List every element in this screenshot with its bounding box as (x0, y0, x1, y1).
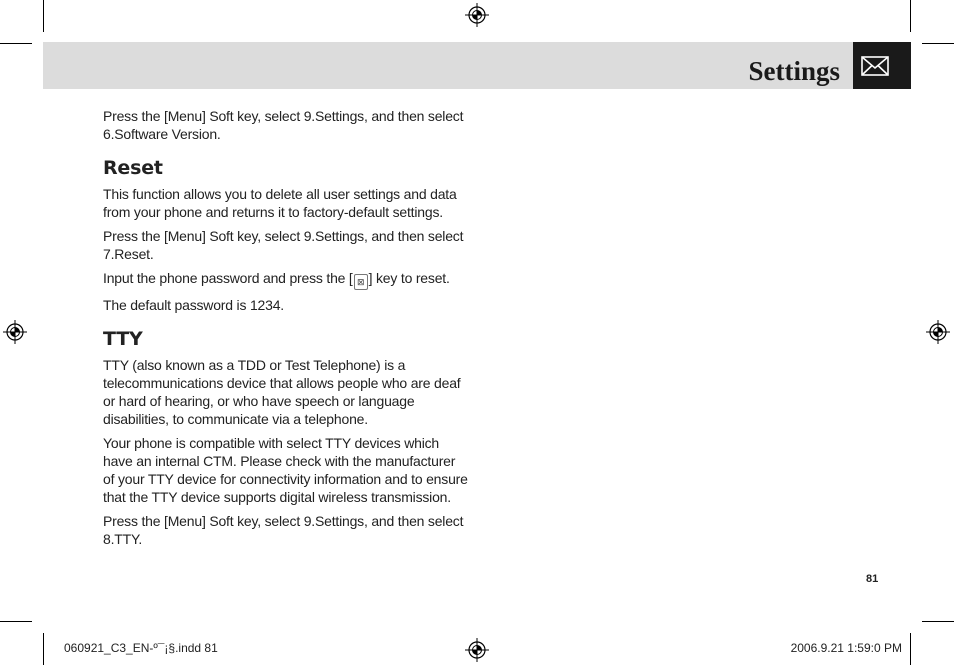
envelope-icon (853, 42, 911, 89)
crop-mark (43, 633, 44, 665)
reset-password-text-start: Input the phone password and press the [ (103, 270, 353, 286)
reset-heading: Reset (103, 157, 163, 179)
crop-mark (0, 621, 32, 622)
tty-instruction: Press the [Menu] Soft key, select 9.Settings, and then select 8.TTY. (103, 513, 464, 547)
reset-instruction: Press the [Menu] Soft key, select 9.Settings, and then select 7.Reset. (103, 228, 464, 262)
crop-mark (922, 43, 954, 44)
registration-mark-icon (465, 3, 489, 27)
reset-password-instruction (103, 269, 468, 290)
header-icon-box (853, 42, 911, 89)
intro-paragraph: Press the [Menu] Soft key, select 9.Settings, and then select 6.Software Version. (103, 108, 464, 142)
default-password-note: The default password is 1234. (103, 297, 284, 313)
tty-description: TTY (also known as a TDD or Test Telephone) is a telecommunications device that allows people who are deaf or hard of hearing, or who have speech or language disabilities, to communicate via a telephone. (103, 357, 461, 427)
ok-key-icon: ⊠ (354, 274, 368, 290)
reset-password-text-end: ] key to reset. (368, 270, 450, 286)
main-content (103, 107, 468, 554)
crop-mark (910, 633, 911, 665)
registration-mark-icon (465, 638, 489, 662)
reset-description: This function allows you to delete all user settings and data from your phone and returns it to factory-default settings. (103, 186, 457, 220)
registration-mark-icon (926, 320, 950, 344)
registration-mark-icon (3, 320, 27, 344)
file-slug: 060921_C3_EN-º¯¡§.indd 81 (64, 641, 218, 655)
crop-mark (0, 43, 32, 44)
page-title: Settings (748, 56, 840, 86)
date-slug: 2006.9.21 1:59:0 PM (790, 641, 902, 655)
page-number: 81 (866, 573, 879, 585)
crop-mark (910, 0, 911, 32)
tty-heading: TTY (103, 328, 143, 350)
tty-compatibility: Your phone is compatible with select TTY devices which have an internal CTM. Please check with the manufacturer of your TTY device for connectivity information and to ensure that the TTY device supports digital wireless transmission. (103, 435, 468, 505)
crop-mark (922, 621, 954, 622)
crop-mark (43, 0, 44, 32)
